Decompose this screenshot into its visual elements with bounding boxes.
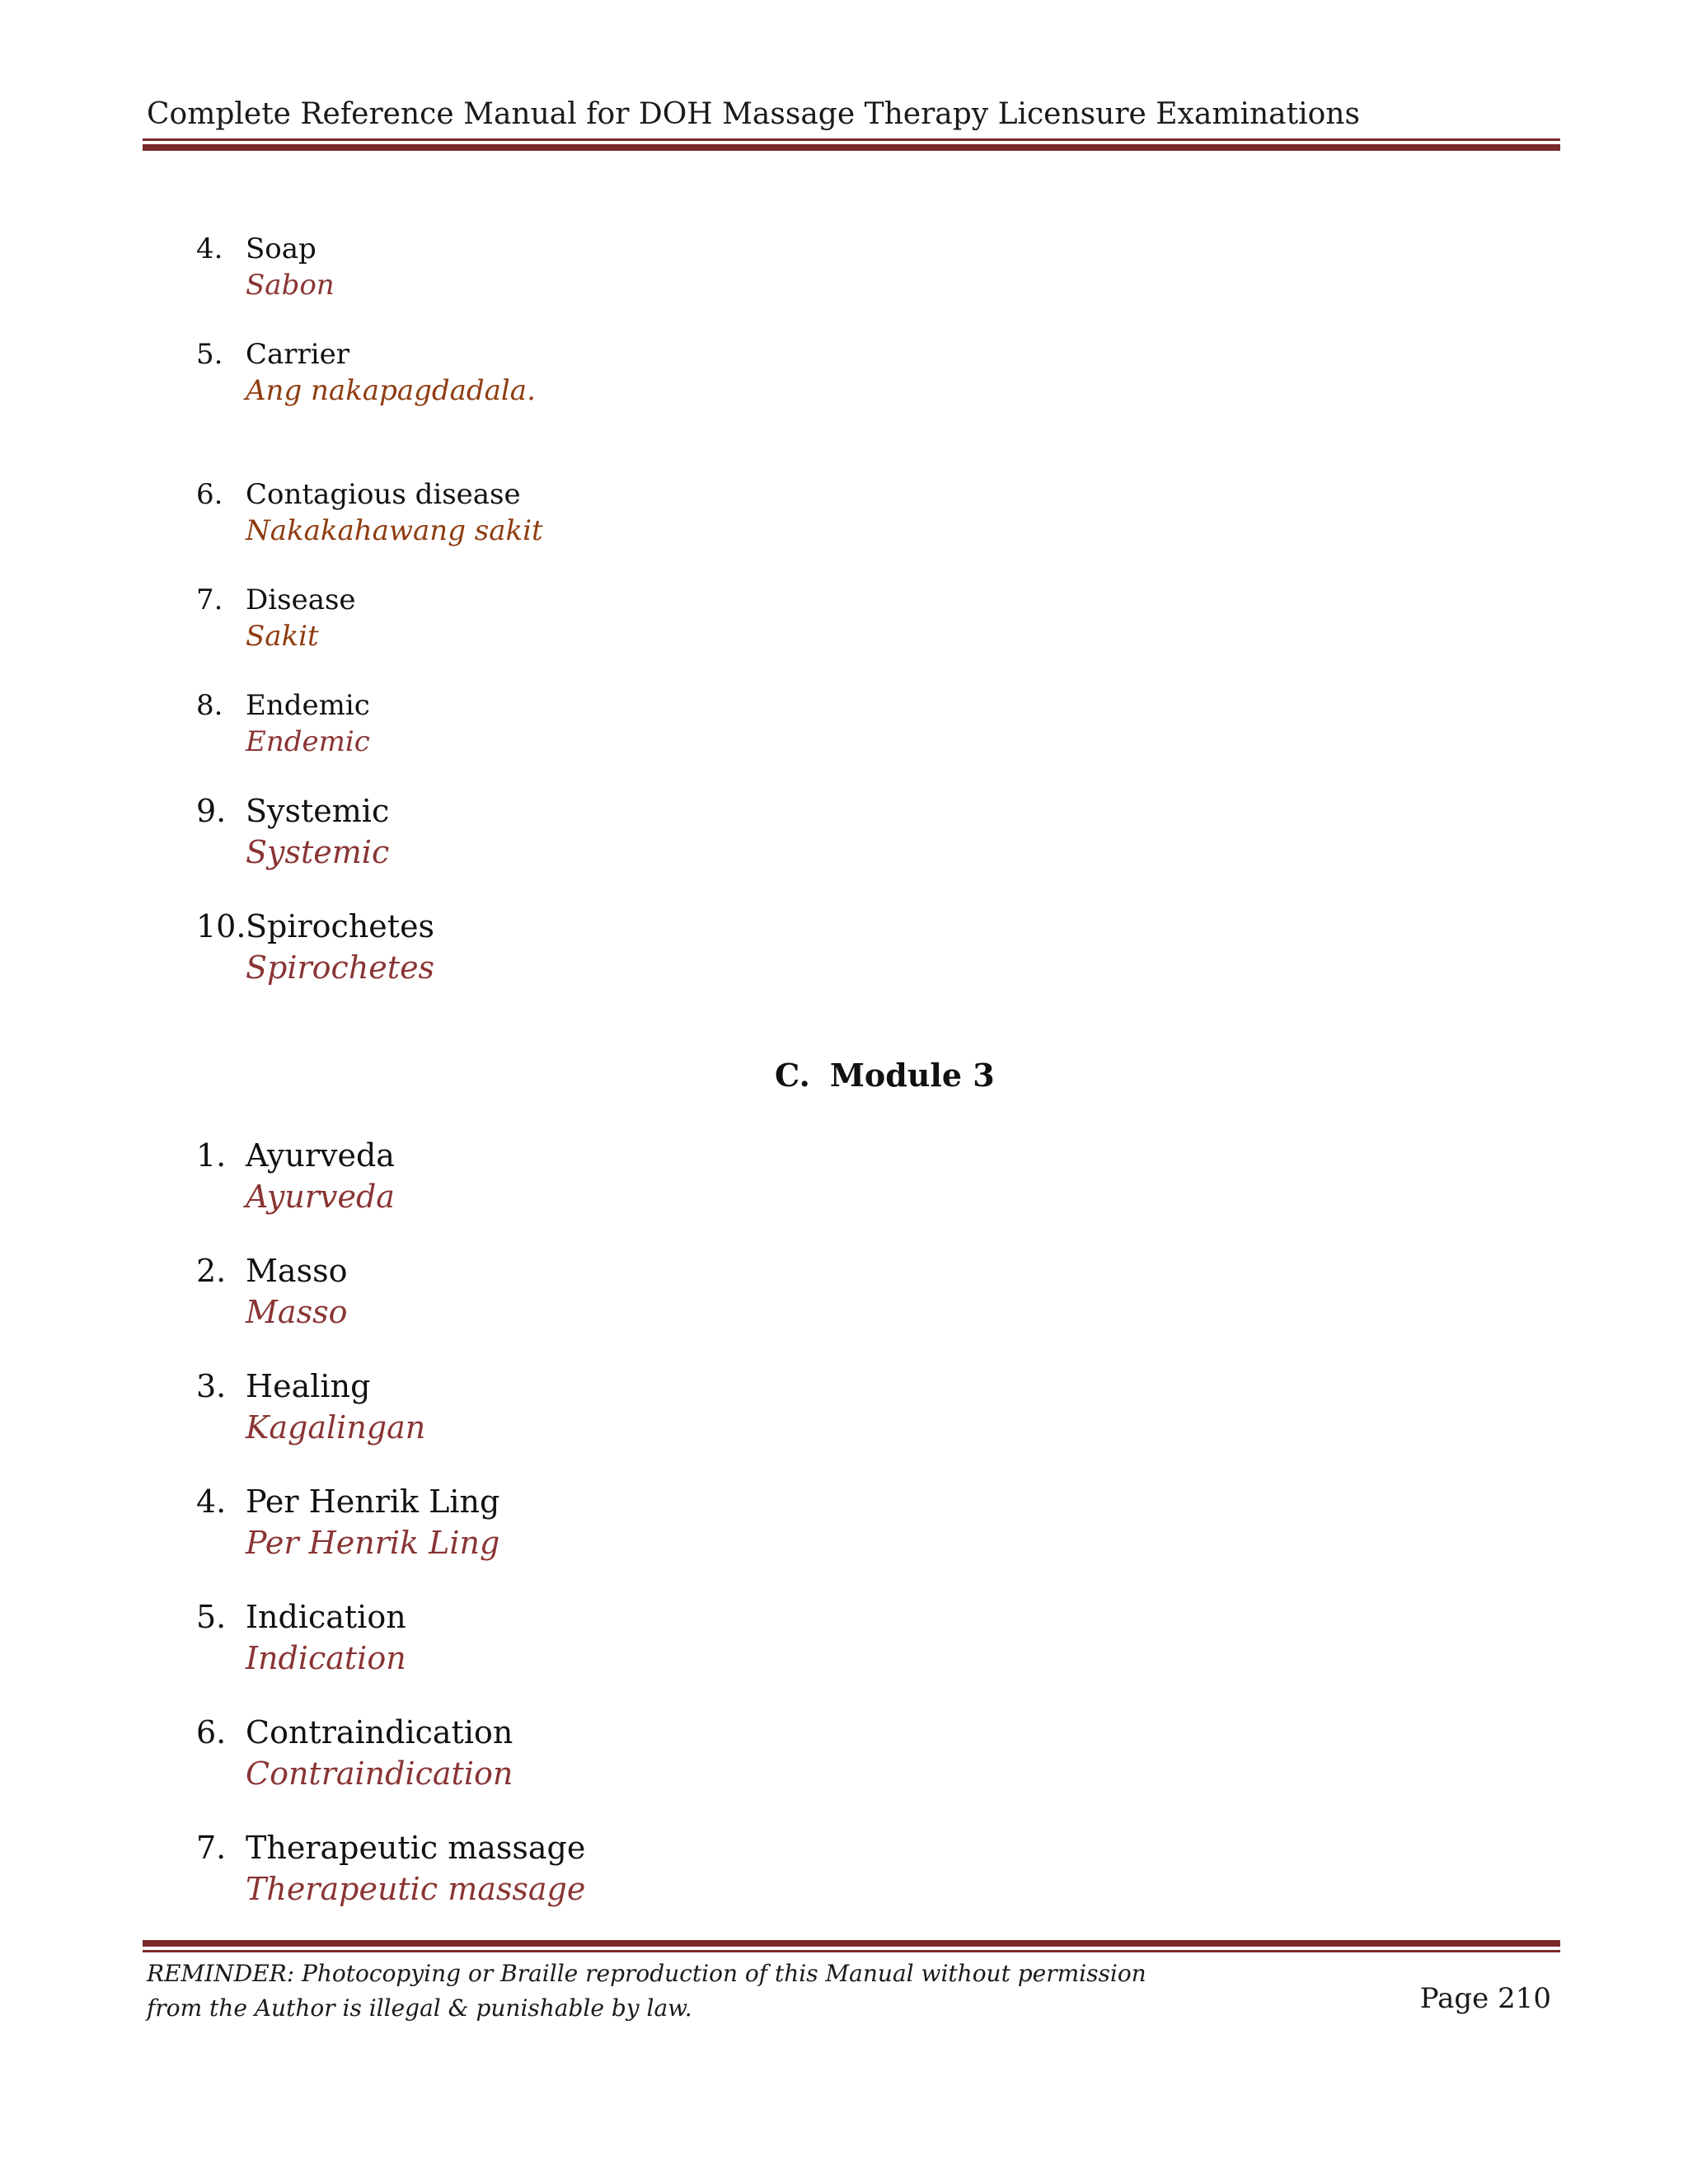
item-number: 3. <box>196 1368 227 1404</box>
item-translation: Contraindication <box>246 1755 513 1792</box>
item-number: 2. <box>196 1253 227 1289</box>
item-number: 10. <box>196 908 246 944</box>
item-number: 5. <box>196 338 223 371</box>
item-term: Contraindication <box>246 1714 513 1750</box>
item-term: Per Henrik Ling <box>246 1483 500 1520</box>
item-translation: Sakit <box>246 620 319 653</box>
item-term: Healing <box>246 1368 371 1404</box>
footer-reminder <box>147 1957 1146 2026</box>
item-number: 4. <box>196 1483 227 1520</box>
list-item <box>196 1599 406 1676</box>
item-number: 7. <box>196 583 223 616</box>
item-number: 4. <box>196 232 223 265</box>
item-translation: Indication <box>246 1640 406 1676</box>
item-number: 6. <box>196 1714 227 1750</box>
item-translation: Endemic <box>246 725 370 758</box>
item-term: Disease <box>246 583 356 616</box>
item-translation: Nakakahawang sakit <box>246 514 543 547</box>
header-rule <box>143 138 1560 151</box>
item-term: Masso <box>246 1253 348 1289</box>
reminder-line: REMINDER: Photocopying or Braille reproduction of this Manual without permission <box>147 1960 1146 1987</box>
list-item <box>196 1253 347 1330</box>
section-heading <box>775 1057 995 1094</box>
item-translation: Therapeutic massage <box>246 1871 586 1907</box>
list-item <box>196 1483 499 1561</box>
list-item <box>196 232 335 302</box>
item-translation: Systemic <box>246 834 390 870</box>
list-item <box>196 1830 585 1907</box>
item-translation: Masso <box>246 1294 348 1330</box>
item-number: 5. <box>196 1599 227 1635</box>
item-term: Systemic <box>246 793 390 829</box>
list-item <box>196 478 543 547</box>
list-item <box>196 583 356 653</box>
item-translation: Per Henrik Ling <box>246 1525 500 1561</box>
item-term: Therapeutic massage <box>246 1830 586 1866</box>
item-translation: Kagalingan <box>246 1409 426 1446</box>
item-term: Spirochetes <box>246 908 435 944</box>
item-number: 7. <box>196 1830 227 1866</box>
list-item <box>196 793 389 870</box>
list-item <box>196 338 536 407</box>
item-number: 9. <box>196 793 227 829</box>
item-term: Contagious disease <box>246 478 521 511</box>
item-number: 1. <box>196 1137 227 1174</box>
item-term: Carrier <box>246 338 350 371</box>
section-letter: C. <box>775 1057 810 1094</box>
item-term: Soap <box>246 232 316 265</box>
list-item <box>196 1137 395 1215</box>
item-translation: Sabon <box>246 269 335 302</box>
list-item <box>196 1714 513 1792</box>
reminder-line: from the Author is illegal & punishable by law. <box>147 1994 692 2022</box>
header-title: Complete Reference Manual for DOH Massage Therapy Licensure Examinations <box>147 97 1360 131</box>
item-translation: Ayurveda <box>246 1179 395 1215</box>
item-term: Indication <box>246 1599 406 1635</box>
page-number: Page 210 <box>1419 1982 1551 2015</box>
item-term: Endemic <box>246 689 370 722</box>
item-number: 8. <box>196 689 223 722</box>
item-translation: Ang nakapagdadala. <box>246 374 536 407</box>
footer-rule <box>143 1940 1560 1952</box>
section-title: Module 3 <box>829 1057 995 1094</box>
list-item <box>196 908 434 986</box>
list-item <box>196 1368 425 1446</box>
list-item <box>196 689 370 758</box>
item-number: 6. <box>196 478 223 511</box>
item-translation: Spirochetes <box>246 949 435 986</box>
item-term: Ayurveda <box>246 1137 395 1174</box>
